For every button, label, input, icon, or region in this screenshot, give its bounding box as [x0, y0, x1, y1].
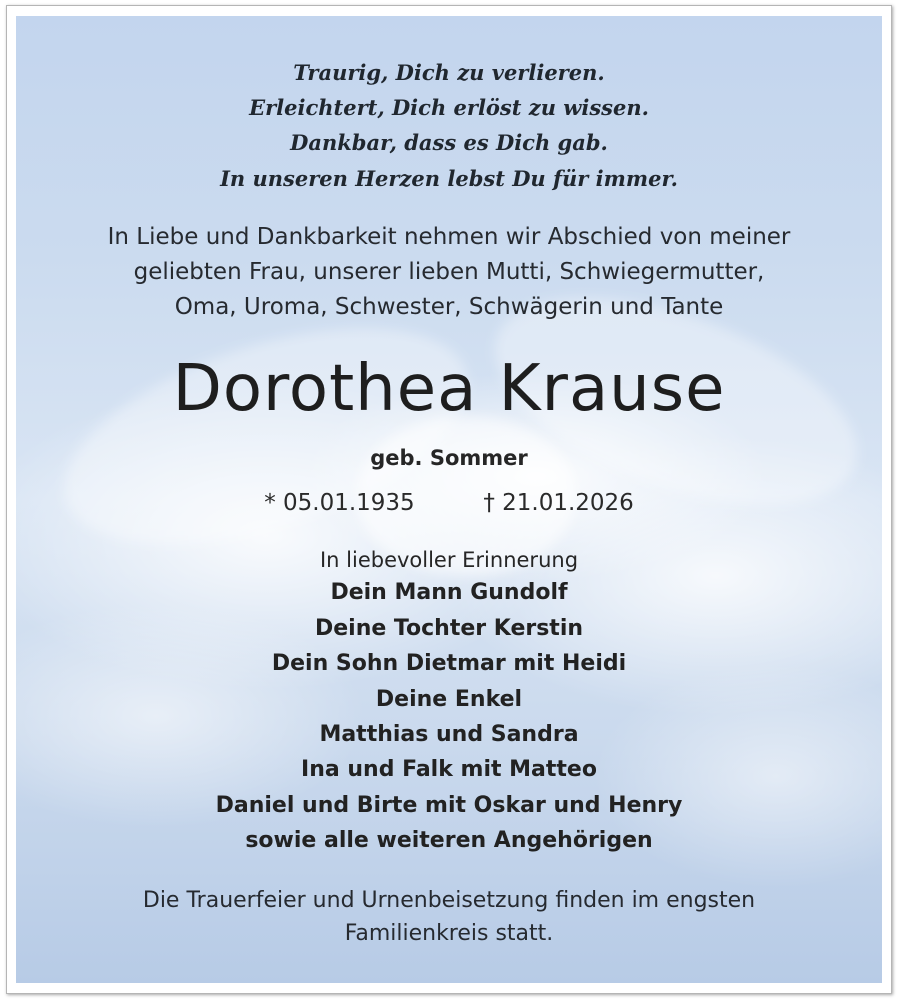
poem-line-3: Dankbar, dass es Dich gab. [290, 130, 608, 155]
closing-line-1: Die Trauerfeier und Urnenbeisetzung finden im engsten [142, 888, 756, 913]
poem-line-4: In unseren Herzen lebst Du für immer. [220, 166, 678, 191]
birth-date: * 05.01.1935 [264, 490, 415, 516]
family-line-4: Deine Enkel [375, 687, 523, 712]
deceased-name: Dorothea Krause [172, 352, 726, 426]
life-dates [16, 490, 882, 516]
family-line-8: sowie alle weiteren Angehörigen [245, 828, 653, 853]
memory-line: In liebevoller Erinnerung [319, 548, 579, 572]
intro-line-2: geliebten Frau, unserer lieben Mutti, Schwiegermutter, [133, 259, 765, 285]
obituary-panel [16, 16, 882, 983]
born-name: geb. Sommer [370, 446, 528, 470]
family-line-2: Deine Tochter Kerstin [314, 616, 584, 641]
family-line-7: Daniel und Birte mit Oskar und Henry [215, 793, 683, 818]
closing-line-2: Familienkreis statt. [344, 921, 554, 946]
obituary-content [16, 16, 882, 983]
family-line-5: Matthias und Sandra [319, 722, 579, 747]
death-date: † 21.01.2026 [483, 490, 634, 516]
family-line-1: Dein Mann Gundolf [330, 580, 568, 605]
poem-line-2: Erleichtert, Dich erlöst zu wissen. [249, 95, 649, 120]
poem-line-1: Traurig, Dich zu verlieren. [293, 60, 605, 85]
intro-line-1: In Liebe und Dankbarkeit nehmen wir Abschied von meiner [107, 224, 791, 250]
intro-line-3: Oma, Uroma, Schwester, Schwägerin und Tante [174, 294, 724, 320]
family-line-3: Dein Sohn Dietmar mit Heidi [271, 651, 627, 676]
family-line-6: Ina und Falk mit Matteo [301, 757, 597, 782]
